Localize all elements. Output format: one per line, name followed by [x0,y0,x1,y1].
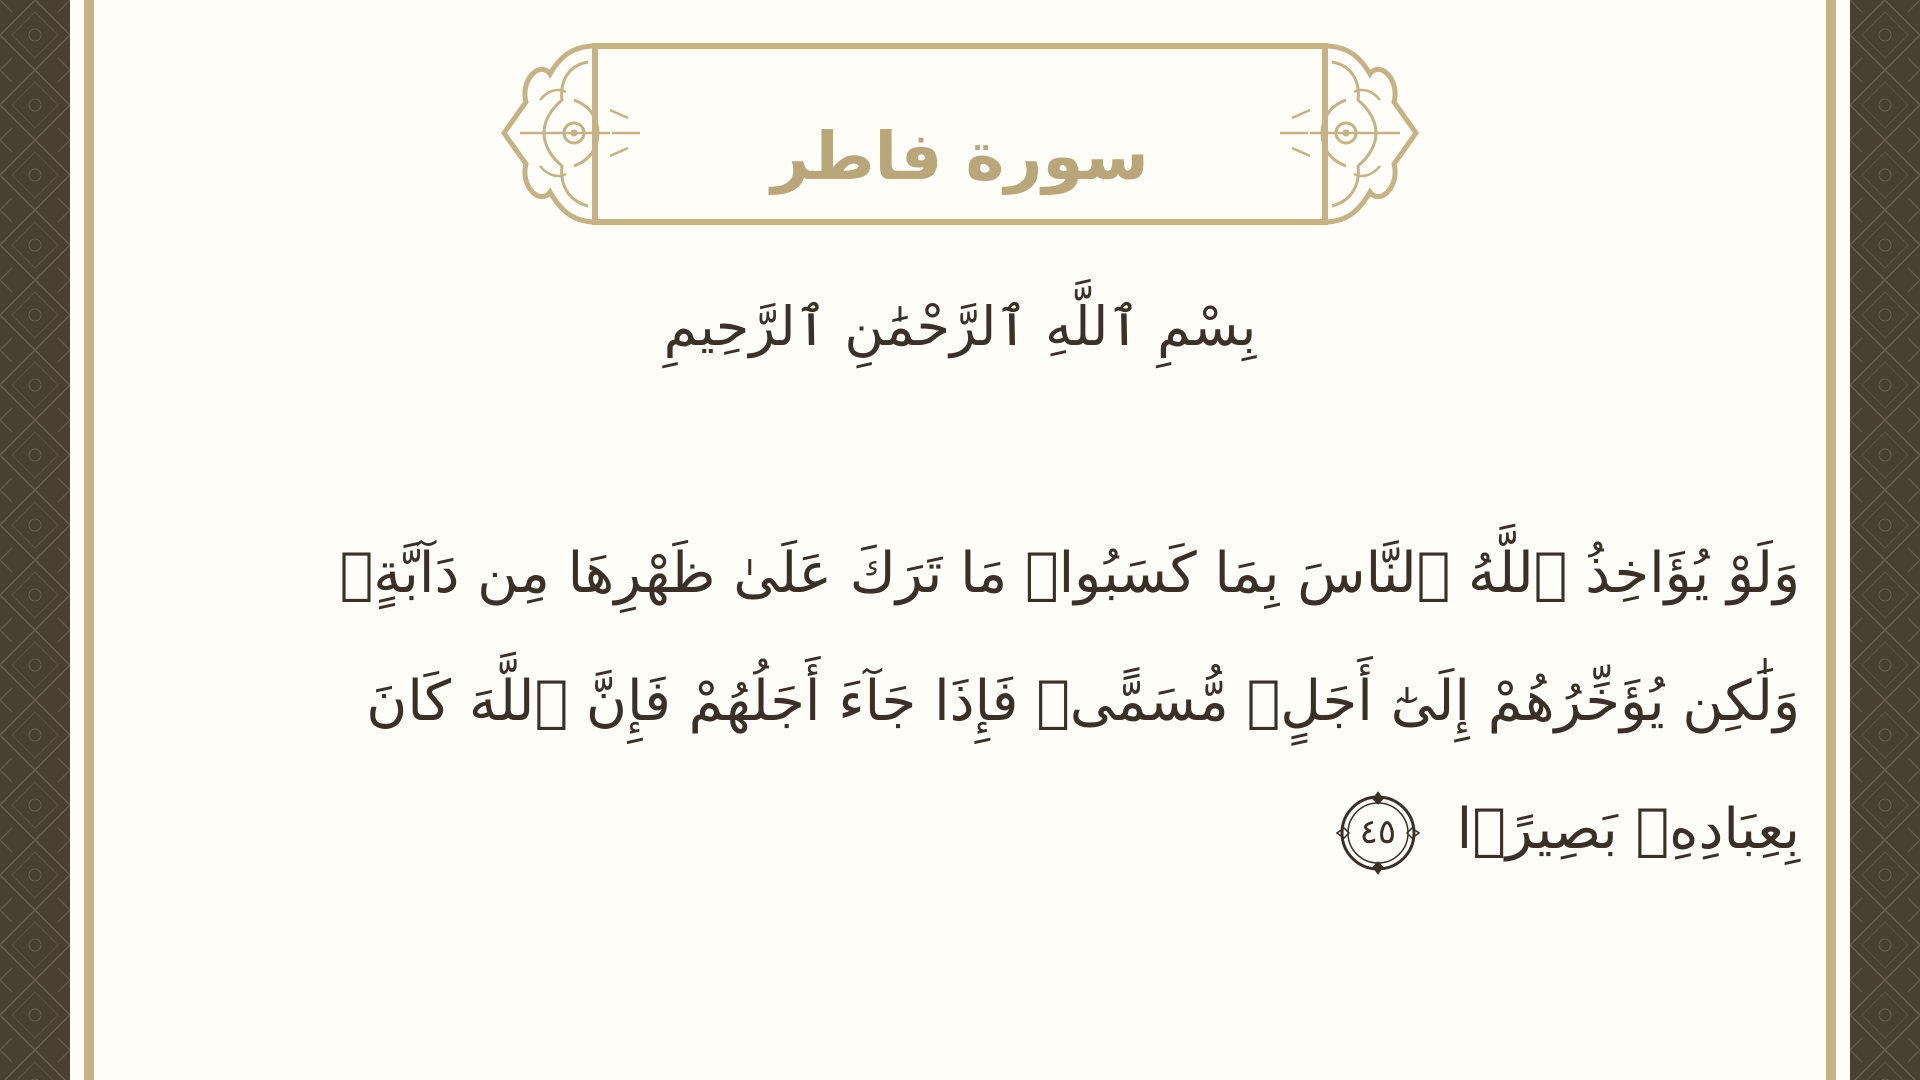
verse-number: ٤٥ [1359,811,1397,852]
right-gold-rule [1826,0,1836,1080]
verse-text: وَلَوْ يُؤَاخِذُ ٱللَّهُ ٱلنَّاسَ بِمَا كَسَبُوا۟ مَا تَرَكَ عَلَىٰ ظَهْرِهَا مِن دَآبَّةٍۢ وَلَٰكِن يُؤَخِّرُهُمْ إِلَىٰٓ أَجَلٍۢ مُّسَمًّىۖ فَإِذَا جَآءَ أَجَلُهُمْ فَإِنَّ ٱللَّهَ كَانَ بِعِبَادِهِۦ بَصِيرًۢا [339,541,1800,862]
geometric-pattern-icon [1850,0,1920,1080]
surah-title: سورة فاطر [771,118,1149,195]
left-ornamental-border [0,0,70,1080]
left-gold-rule [84,0,94,1080]
right-ornamental-border [1850,0,1920,1080]
geometric-pattern-icon [0,0,70,1080]
basmala: بِسْمِ ٱللَّهِ ٱلرَّحْمَٰنِ ٱلرَّحِيمِ [663,295,1257,358]
verse-block [270,510,1800,894]
surah-header [500,40,1420,230]
verse-end-marker [1335,790,1421,876]
